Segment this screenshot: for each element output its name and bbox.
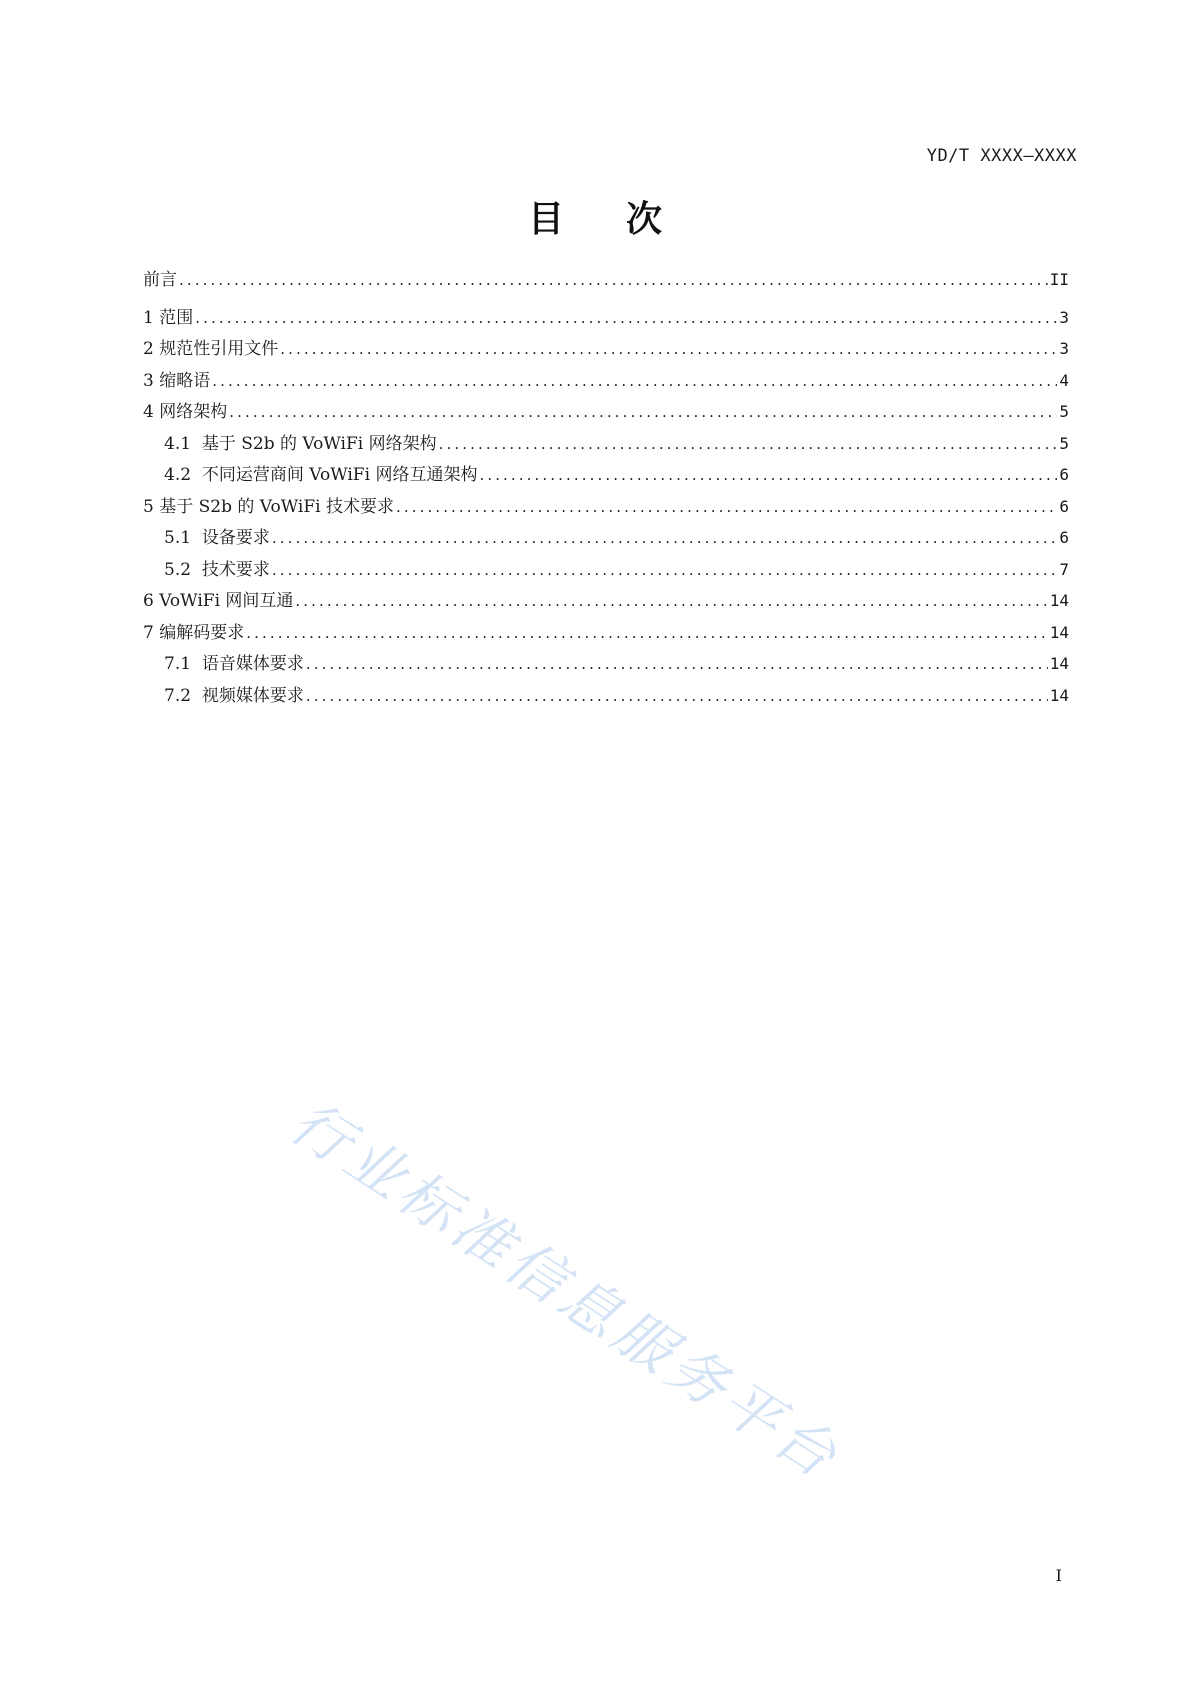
document-code: YD/T XXXX—XXXX [926,146,1077,166]
toc-entry-label: 6 VoWiFi 网间互通 [143,591,294,611]
toc-entry-page: 14 [1049,685,1069,705]
toc-entry-label: 5 基于 S2b 的 VoWiFi 技术要求 [143,496,394,517]
toc-entry-7[interactable] [143,617,1069,649]
toc-entry-page: 14 [1049,622,1069,642]
toc-dot-leader [396,492,1057,524]
toc-entry-page: 3 [1059,339,1069,358]
toc-dot-leader [212,366,1057,398]
toc-entry-page: 6 [1059,465,1069,484]
toc-dot-leader [229,397,1057,429]
toc-entry-label: 7.2 视频媒体要求 [164,685,304,706]
toc-entry-label: 5.1 设备要求 [164,528,270,548]
toc-entry-label: 4.1 基于 S2b 的 VoWiFi 网络架构 [164,433,437,454]
toc-dot-leader [246,618,1048,650]
toc-entry-page: 5 [1059,433,1069,453]
toc-entry-label: 7.1 语音媒体要求 [164,654,304,674]
toc-entry-7-2[interactable] [143,680,1069,712]
toc-entry-page: 3 [1059,307,1069,327]
toc-dot-leader [295,586,1047,618]
toc-entry-label: 7 编解码要求 [143,622,245,643]
page-number: I [1055,1566,1062,1585]
toc-dot-leader [439,429,1058,461]
toc-dot-leader [280,334,1057,366]
toc-entry-label: 前言 [143,270,177,290]
toc-dot-leader [479,460,1057,492]
toc-entry-page: 6 [1059,528,1069,547]
toc-entry-foreword[interactable] [143,264,1069,296]
toc-dot-leader [179,265,1048,297]
toc-dot-leader [195,303,1057,335]
toc-entry-label: 5.2 技术要求 [164,559,270,580]
toc-entry-4[interactable] [143,396,1069,428]
toc-entry-page: 14 [1049,654,1069,673]
toc-entry-label: 1 范围 [143,307,194,328]
watermark: 行业标准信息服务平台 [278,1087,853,1494]
toc-entry-page: 5 [1059,402,1069,421]
table-of-contents [143,264,1069,711]
toc-entry-page: 4 [1059,370,1069,390]
toc-entry-label: 4.2 不同运营商间 VoWiFi 网络互通架构 [164,465,478,485]
toc-dot-leader [306,649,1048,681]
toc-entry-1[interactable] [143,302,1069,334]
toc-entry-2[interactable] [143,333,1069,365]
toc-entry-4-2[interactable] [143,459,1069,491]
toc-entry-5[interactable] [143,491,1069,523]
toc-entry-page: II [1049,270,1069,289]
toc-dot-leader [272,523,1058,555]
toc-dot-leader [272,555,1058,587]
toc-entry-4-1[interactable] [143,428,1069,460]
toc-entry-3[interactable] [143,365,1069,397]
toc-entry-page: 7 [1059,559,1069,579]
toc-entry-6[interactable] [143,585,1069,617]
toc-entry-page: 6 [1059,496,1069,516]
toc-entry-5-1[interactable] [143,522,1069,554]
toc-entry-page: 14 [1049,591,1069,610]
toc-entry-label: 3 缩略语 [143,370,211,391]
toc-dot-leader [306,681,1048,713]
toc-entry-label: 2 规范性引用文件 [143,339,279,359]
toc-entry-7-1[interactable] [143,648,1069,680]
toc-entry-5-2[interactable] [143,554,1069,586]
toc-entry-label: 4 网络架构 [143,402,228,422]
toc-title: 目次 [527,199,724,240]
